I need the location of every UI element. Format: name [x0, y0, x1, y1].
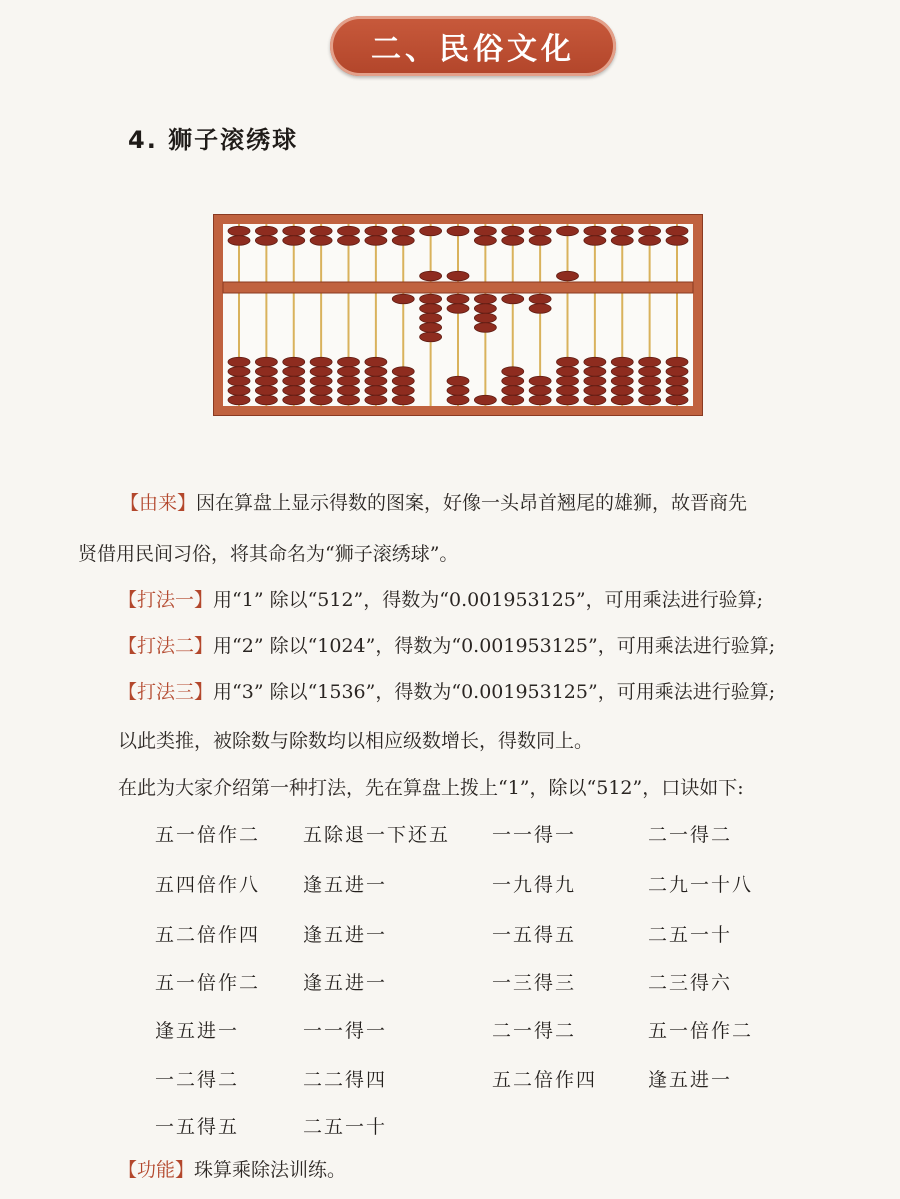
abacus-bead [529, 395, 551, 405]
abacus-bead [310, 226, 332, 236]
abacus-bead [365, 367, 387, 377]
abacus-bead [283, 395, 305, 405]
abacus-bead [255, 236, 277, 246]
abacus-bead [502, 395, 524, 405]
abacus-bead [283, 236, 305, 246]
abacus-bead [474, 236, 496, 246]
abacus-bead [338, 395, 360, 405]
abacus-bead [639, 236, 661, 246]
abacus-bead [392, 236, 414, 246]
abacus-bead [228, 357, 250, 367]
abacus-bead [474, 323, 496, 333]
abacus-bead [283, 376, 305, 386]
abacus-bead [584, 236, 606, 246]
abacus-bead [502, 367, 524, 377]
abacus-bead [557, 367, 579, 377]
method-2-tag: 【打法二】 [118, 635, 214, 657]
abacus-bead [611, 395, 633, 405]
verse-cell: 一九得九 [492, 874, 577, 896]
origin-tag: 【由来】 [120, 492, 197, 514]
abacus-bead [392, 386, 414, 396]
verse-cell: 五四倍作八 [155, 874, 261, 896]
method-3-tag: 【打法三】 [118, 681, 214, 703]
abacus-bead [529, 386, 551, 396]
abacus-bead [255, 376, 277, 386]
verse-cell: 逢五进一 [648, 1069, 733, 1091]
method-3 [118, 680, 775, 704]
abacus-bead [420, 313, 442, 323]
abacus-bead [611, 226, 633, 236]
abacus-bead [310, 367, 332, 377]
abacus-bead [447, 395, 469, 405]
method-2-text: 用“2” 除以“1024”，得数为“0.001953125”，可用乘法进行验算; [213, 635, 776, 657]
abacus-bead [338, 376, 360, 386]
abacus-bead [557, 357, 579, 367]
abacus-bead [365, 395, 387, 405]
abacus-bead [310, 376, 332, 386]
abacus-bead [338, 386, 360, 396]
method-3-text: 用“3” 除以“1536”，得数为“0.001953125”，可用乘法进行验算; [213, 681, 776, 703]
abacus-bead [365, 236, 387, 246]
abacus-bead [502, 226, 524, 236]
abacus-bead [365, 376, 387, 386]
abacus-bead [557, 226, 579, 236]
verse-cell: 一五得五 [492, 924, 577, 946]
abacus-bead [529, 236, 551, 246]
verse-cell: 二三得六 [648, 972, 733, 994]
abacus-bead [338, 367, 360, 377]
method-1-text: 用“1” 除以“512”，得数为“0.001953125”，可用乘法进行验算; [213, 589, 764, 611]
verse-cell: 一一得一 [492, 824, 577, 846]
abacus-bead [502, 294, 524, 304]
abacus-bead [420, 323, 442, 333]
abacus-bead [310, 236, 332, 246]
abacus-bead [310, 386, 332, 396]
abacus-bead [666, 357, 688, 367]
abacus-bead [474, 294, 496, 304]
abacus-bead [639, 367, 661, 377]
abacus-bead [611, 376, 633, 386]
abacus-bead [666, 395, 688, 405]
verse-cell: 逢五进一 [155, 1020, 240, 1042]
abacus-bead [666, 236, 688, 246]
abacus-bead [420, 226, 442, 236]
abacus-bead [557, 271, 579, 281]
abacus-bead [474, 226, 496, 236]
abacus-bead [283, 367, 305, 377]
abacus-bead [447, 294, 469, 304]
function-tag: 【功能】 [118, 1159, 195, 1181]
chapter-title: 二、民俗文化 [371, 32, 575, 67]
verse-cell: 二二得四 [303, 1069, 388, 1091]
verse-cell: 逢五进一 [303, 972, 388, 994]
abacus-bead [228, 226, 250, 236]
verse-cell: 二五一十 [303, 1116, 388, 1138]
abacus-bead [228, 386, 250, 396]
verse-cell: 一一得一 [303, 1020, 388, 1042]
method-2 [118, 634, 775, 658]
abacus-bead [502, 376, 524, 386]
abacus-bead [639, 357, 661, 367]
abacus-bead [584, 226, 606, 236]
verse-cell: 二一得二 [648, 824, 733, 846]
abacus-bead [392, 376, 414, 386]
method-1-tag: 【打法一】 [118, 589, 214, 611]
abacus-bead [611, 367, 633, 377]
verse-cell: 逢五进一 [303, 924, 388, 946]
verse-cell: 五一倍作二 [155, 972, 261, 994]
abacus-bead [447, 304, 469, 314]
abacus-bead [255, 395, 277, 405]
abacus-bead [420, 294, 442, 304]
verse-cell: 五一倍作二 [648, 1020, 754, 1042]
abacus-bead [447, 386, 469, 396]
chapter-banner [330, 16, 616, 76]
section-title: 4. 狮子滚绣球 [128, 126, 299, 154]
abacus-bead [365, 226, 387, 236]
abacus-bead [502, 386, 524, 396]
abacus-bead [611, 236, 633, 246]
abacus-bead [420, 332, 442, 342]
abacus-bead [584, 386, 606, 396]
abacus-bead [529, 226, 551, 236]
abacus-bead [310, 395, 332, 405]
abacus-bead [283, 386, 305, 396]
abacus-bead [338, 226, 360, 236]
abacus-bead [474, 395, 496, 405]
method-1 [118, 588, 763, 612]
abacus-bead [447, 376, 469, 386]
abacus-bead [420, 304, 442, 314]
abacus-bead [584, 395, 606, 405]
abacus-bead [283, 357, 305, 367]
abacus-bead [338, 357, 360, 367]
verse-cell: 二五一十 [648, 924, 733, 946]
verse-cell: 五一倍作二 [155, 824, 261, 846]
abacus-bead [584, 367, 606, 377]
abacus-bead [228, 395, 250, 405]
abacus-bead [639, 386, 661, 396]
verse-cell: 二九一十八 [648, 874, 754, 896]
abacus-bead [639, 376, 661, 386]
abacus-bead [228, 367, 250, 377]
abacus-bead [666, 376, 688, 386]
abacus-bead [639, 226, 661, 236]
abacus-bead [392, 367, 414, 377]
origin-text-1: 因在算盘上显示得数的图案，好像一头昂首翘尾的雄狮，故晋商先 [196, 492, 748, 514]
origin-line-2: 贤借用民间习俗，将其命名为“狮子滚绣球”。 [78, 543, 459, 565]
abacus-bead [557, 376, 579, 386]
abacus-bead [639, 395, 661, 405]
abacus-bead [474, 304, 496, 314]
abacus-bead [529, 304, 551, 314]
abacus-bead [611, 357, 633, 367]
abacus-bead [392, 226, 414, 236]
abacus-bead [392, 395, 414, 405]
abacus-bead [557, 386, 579, 396]
abacus-bead [392, 294, 414, 304]
abacus-bead [529, 294, 551, 304]
abacus-bead [255, 226, 277, 236]
summary-text: 以此类推，被除数与除数均以相应级数增长，得数同上。 [118, 730, 594, 752]
intro-text: 在此为大家介绍第一种打法，先在算盘上拨上“1”，除以“512”，口诀如下: [118, 777, 744, 799]
abacus-bead [228, 236, 250, 246]
abacus-bead [447, 271, 469, 281]
abacus-bead [666, 367, 688, 377]
verse-cell: 一二得二 [155, 1069, 240, 1091]
abacus-bead [420, 271, 442, 281]
abacus-bead [255, 357, 277, 367]
abacus-bead [365, 386, 387, 396]
verse-cell: 一三得三 [492, 972, 577, 994]
verse-cell: 逢五进一 [303, 874, 388, 896]
abacus-bead [447, 226, 469, 236]
abacus-bead [666, 226, 688, 236]
abacus-bead [529, 376, 551, 386]
abacus-bead [611, 386, 633, 396]
abacus-bead [338, 236, 360, 246]
abacus-bead [502, 236, 524, 246]
abacus-bead [228, 376, 250, 386]
verse-cell: 五除退一下还五 [303, 824, 451, 846]
abacus-bead [310, 357, 332, 367]
origin-line-1 [120, 491, 747, 515]
abacus-bead [474, 313, 496, 323]
abacus-bead [255, 386, 277, 396]
function-line [118, 1158, 346, 1182]
abacus-bead [255, 367, 277, 377]
abacus-bead [584, 376, 606, 386]
abacus-bead [666, 386, 688, 396]
abacus-bead [365, 357, 387, 367]
abacus-bead [283, 226, 305, 236]
verse-cell: 五二倍作四 [155, 924, 261, 946]
verse-cell: 二一得二 [492, 1020, 577, 1042]
verse-cell: 五二倍作四 [492, 1069, 598, 1091]
function-text: 珠算乘除法训练。 [194, 1159, 347, 1181]
abacus-beam [223, 282, 693, 293]
abacus-bead [584, 357, 606, 367]
abacus-illustration [213, 214, 703, 416]
abacus-bead [557, 395, 579, 405]
verse-cell: 一五得五 [155, 1116, 240, 1138]
